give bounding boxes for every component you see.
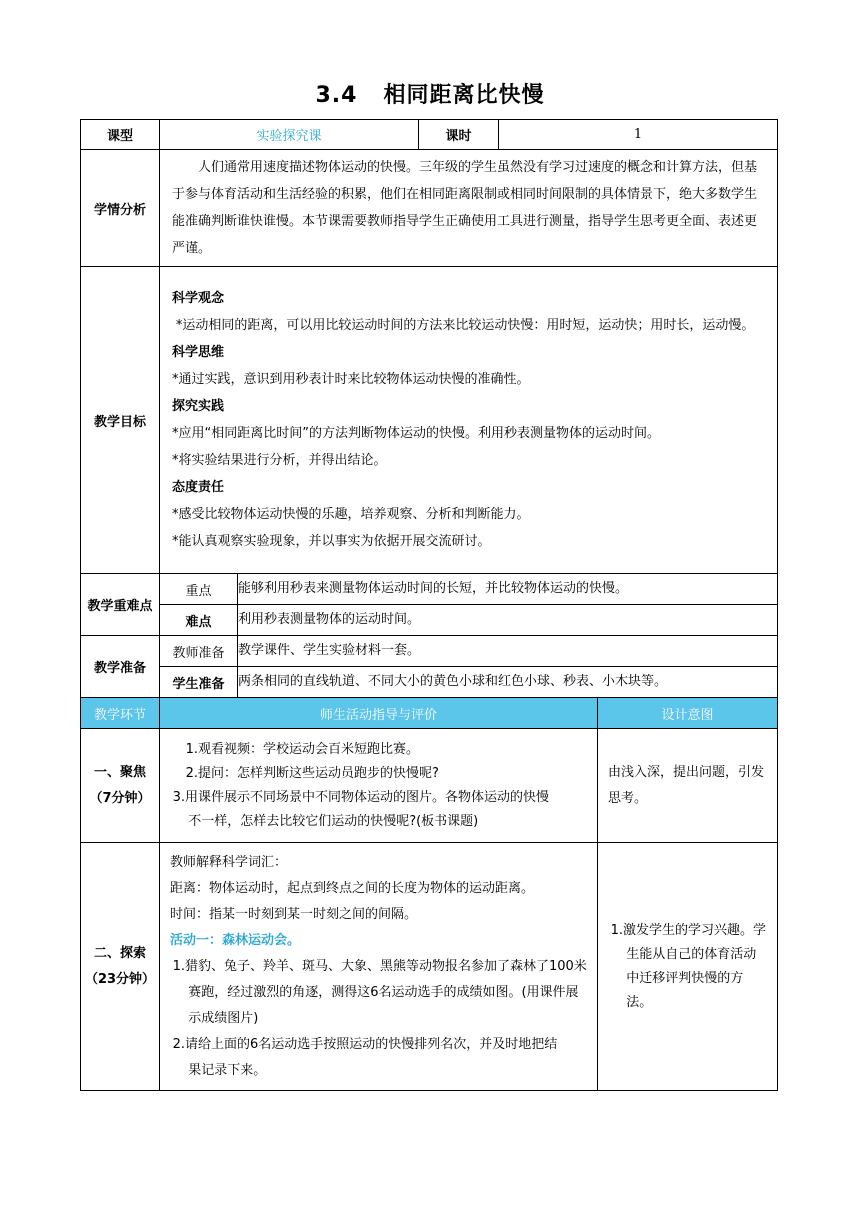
process-header-activity: 师生活动指导与评价 [160, 698, 598, 729]
goal-item: *应用“相同距离比时间”的方法判断物体运动的快慢。利用秒表测量物体的运动时间。 [172, 426, 660, 441]
hard-point-text: 利用秒表测量物体的运动时间。 [238, 605, 778, 636]
goal-heading-1: 科学观念 [172, 291, 225, 306]
lesson-title: 相同距离比快慢 [383, 83, 545, 108]
hard-point-label: 难点 [160, 605, 238, 636]
teacher-prep-label: 教师准备 [160, 636, 238, 667]
key-point-text: 能够利用秒表来测量物体运动时间的长短，并比较物体运动的快慢。 [238, 574, 778, 605]
course-type-value: 实验探究课 [160, 120, 419, 150]
explore-line: 教师解释科学词汇： [170, 854, 288, 870]
stage-focus-label [81, 729, 160, 843]
goal-item: *将实验结果进行分析，并得出结论。 [172, 453, 387, 468]
stage-focus-activities [160, 729, 598, 843]
explore-intent-text: 1.激发学生的学习兴趣。学生能从自己的体育活动中迁移评判快慢的方法。 [610, 922, 767, 1010]
process-header-stage: 教学环节 [81, 698, 160, 729]
goal-heading-2: 科学思维 [172, 345, 225, 360]
row-stage-focus [81, 729, 778, 843]
stage-focus-name: 一、聚焦 [93, 764, 146, 780]
activity-item: 1.猎豹、兔子、羚羊、斑马、大象、黑熊等动物报名参加了森林了100米赛跑，经过激烈的角逐，测得这6名运动选手的成绩如图。(用课件展示成绩图片) [172, 958, 587, 1026]
page-title [0, 78, 860, 109]
goal-item: *运动相同的距离，可以用比较运动时间的方法来比较运动快慢：用时短，运动快；用时长，运动慢。 [175, 318, 755, 333]
analysis-label: 学情分析 [81, 150, 160, 267]
stage-focus-intent: 由浅入深，提出问题，引发思考。 [598, 729, 778, 843]
goal-item: *通过实践，意识到用秒表计时来比较物体运动快慢的准确性。 [172, 372, 530, 387]
analysis-text: 人们通常用速度描述物体运动的快慢。三年级的学生虽然没有学习过速度的概念和计算方法，但基于参与体育活动和生活经验的积累，他们在相同距离限制或相同时间限制的具体情景下，绝大多数学生能准确判断谁快谁慢。本节课需要教师指导学生正确使用工具进行测量，指导学生思考更全面、表述更严谨。 [160, 150, 778, 267]
lesson-number: 3.4 [315, 83, 358, 108]
key-point-label: 重点 [160, 574, 238, 605]
row-goals [81, 267, 778, 574]
row-teacher-prep [81, 636, 778, 667]
activity-item: 2.提问：怎样判断这些运动员跑步的快慢呢? [185, 765, 439, 781]
teacher-prep-text: 教学课件、学生实验材料一套。 [238, 636, 778, 667]
goal-heading-3: 探究实践 [172, 399, 225, 414]
key-points-label: 教学重难点 [81, 574, 160, 636]
preparation-label: 教学准备 [81, 636, 160, 698]
goal-item: *感受比较物体运动快慢的乐趣，培养观察、分析和判断能力。 [172, 507, 530, 522]
lesson-plan-table [80, 119, 778, 1091]
course-hours-label: 课时 [419, 120, 499, 150]
goals-label: 教学目标 [81, 267, 160, 574]
goal-heading-4: 态度责任 [172, 480, 225, 495]
activity-one-title: 活动一：森林运动会。 [170, 932, 301, 948]
course-hours-value: 1 [499, 120, 778, 150]
stage-explore-label [81, 843, 160, 1091]
row-student-prep [81, 667, 778, 698]
process-header-row [81, 698, 778, 729]
row-hard-point [81, 605, 778, 636]
stage-focus-time: （7分钟） [89, 790, 151, 806]
row-key-point [81, 574, 778, 605]
stage-explore-activities [160, 843, 598, 1091]
process-header-intent: 设计意图 [598, 698, 778, 729]
stage-explore-intent [598, 843, 778, 1091]
activity-item: 2.请给上面的6名运动选手按照运动的快慢排列名次，并及时地把结果记录下来。 [172, 1036, 558, 1078]
course-type-label: 课型 [81, 120, 160, 150]
activity-item: 1.观看视频：学校运动会百米短跑比赛。 [185, 741, 419, 757]
goals-content [160, 267, 778, 574]
stage-explore-time: （23分钟） [84, 971, 156, 987]
student-prep-label: 学生准备 [160, 667, 238, 698]
stage-explore-name: 二、探索 [93, 945, 146, 961]
row-course-type [81, 120, 778, 150]
row-analysis [81, 150, 778, 267]
activity-item: 3.用课件展示不同场景中不同物体运动的图片。各物体运动的快慢不一样，怎样去比较它们运动的快慢呢?(板书课题) [172, 789, 549, 829]
explore-line: 距离：物体运动时，起点到终点之间的长度为物体的运动距离。 [170, 880, 535, 896]
goal-item: *能认真观察实验现象，并以事实为依据开展交流研讨。 [172, 534, 491, 549]
student-prep-text: 两条相同的直线轨道、不同大小的黄色小球和红色小球、秒表、小木块等。 [238, 667, 778, 698]
row-stage-explore [81, 843, 778, 1091]
explore-line: 时间：指某一时刻到某一时刻之间的间隔。 [170, 906, 418, 922]
